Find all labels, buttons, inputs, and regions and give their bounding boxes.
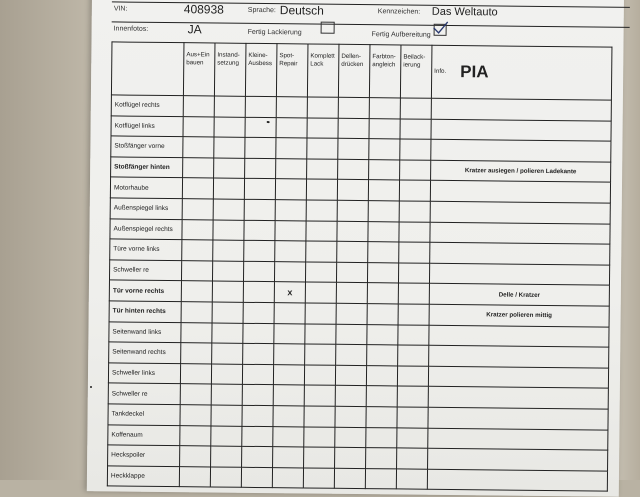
checkmark-icon <box>433 21 449 35</box>
check-cell[interactable] <box>335 447 366 468</box>
check-cell[interactable] <box>211 364 242 385</box>
column-header: Kleine-Ausbess <box>245 43 277 96</box>
check-cell[interactable] <box>182 240 213 261</box>
check-cell[interactable] <box>306 241 337 262</box>
check-cell[interactable] <box>212 343 243 364</box>
check-cell[interactable] <box>367 324 398 345</box>
check-cell[interactable] <box>368 221 399 242</box>
check-cell[interactable] <box>275 179 306 200</box>
check-cell[interactable] <box>274 303 305 324</box>
info-cell[interactable] <box>429 345 609 367</box>
info-cell[interactable] <box>428 366 608 388</box>
row-label: Schweller re <box>108 383 180 404</box>
row-label: Heckspoiler <box>108 445 180 466</box>
check-cell[interactable] <box>304 447 335 468</box>
check-cell[interactable] <box>304 406 335 427</box>
check-cell[interactable] <box>338 118 369 139</box>
check-cell[interactable] <box>397 407 428 428</box>
fertig-aufbereitung-checkbox[interactable] <box>434 24 447 36</box>
info-cell[interactable] <box>430 222 610 244</box>
check-cell[interactable] <box>369 118 400 139</box>
innenfotos-label: Innenfotos: <box>113 25 149 33</box>
check-cell[interactable] <box>304 385 335 406</box>
damage-table <box>107 41 613 492</box>
info-cell[interactable] <box>428 387 608 409</box>
check-cell[interactable] <box>336 324 367 345</box>
kennzeichen-label: Kennzeichen: <box>377 8 421 16</box>
check-cell[interactable] <box>334 468 365 489</box>
check-cell[interactable] <box>335 365 366 386</box>
check-cell[interactable] <box>338 97 369 118</box>
check-cell[interactable] <box>307 97 338 118</box>
check-cell[interactable] <box>398 304 429 325</box>
check-cell[interactable] <box>366 427 397 448</box>
column-header: Instand-setzung <box>214 43 246 96</box>
info-cell[interactable] <box>429 263 609 285</box>
table-header-row <box>111 42 612 100</box>
row-label: Seitenwand links <box>109 321 181 342</box>
check-cell[interactable] <box>180 405 211 426</box>
info-cell[interactable] <box>428 448 608 470</box>
check-cell[interactable] <box>398 345 429 366</box>
check-cell[interactable] <box>400 160 431 181</box>
check-cell[interactable] <box>304 365 335 386</box>
row-label: Stoßfänger hinten <box>111 157 183 178</box>
check-cell[interactable] <box>183 137 214 158</box>
check-cell[interactable] <box>276 117 307 138</box>
row-label: Kotflügel rechts <box>111 95 183 116</box>
check-cell[interactable] <box>273 385 304 406</box>
row-label: Koffenaum <box>108 424 180 445</box>
check-cell[interactable] <box>335 386 366 407</box>
fertig-aufbereitung-label: Fertig Aufbereitung <box>371 31 431 39</box>
check-cell[interactable] <box>244 240 275 261</box>
check-cell[interactable] <box>181 343 212 364</box>
check-cell[interactable] <box>245 117 276 138</box>
check-cell[interactable] <box>181 281 212 302</box>
column-header: Beilack-ierung <box>400 45 432 98</box>
row-label: Außenspiegel rechts <box>110 218 182 239</box>
inspection-sheet <box>87 0 624 497</box>
info-value: PIA <box>460 62 489 82</box>
check-cell[interactable] <box>368 201 399 222</box>
check-cell[interactable] <box>307 138 338 159</box>
sprache-value: Deutsch <box>279 3 324 18</box>
row-label: Tür vorne rechts <box>109 280 181 301</box>
check-cell[interactable] <box>213 199 244 220</box>
check-cell[interactable] <box>274 323 305 344</box>
info-cell[interactable]: Kratzer polieren mittig <box>429 304 609 326</box>
check-cell[interactable] <box>305 344 336 365</box>
table-row <box>107 466 607 492</box>
kennzeichen-value: Das Weltauto <box>431 5 498 19</box>
column-header: Komplett Lack <box>307 44 339 97</box>
row-label: Schweller links <box>108 363 180 384</box>
check-cell[interactable] <box>211 446 242 467</box>
check-cell[interactable] <box>398 283 429 304</box>
check-cell[interactable] <box>244 220 275 241</box>
check-cell[interactable] <box>337 200 368 221</box>
check-cell[interactable] <box>213 240 244 261</box>
check-cell[interactable] <box>307 159 338 180</box>
row-label: Motorhaube <box>110 177 182 198</box>
check-cell[interactable] <box>182 199 213 220</box>
check-cell[interactable] <box>400 139 431 160</box>
check-cell[interactable] <box>399 201 430 222</box>
check-cell[interactable] <box>367 304 398 325</box>
pen-dot <box>267 121 270 123</box>
check-cell[interactable] <box>338 138 369 159</box>
check-cell[interactable] <box>242 364 273 385</box>
check-cell[interactable] <box>306 200 337 221</box>
check-cell[interactable] <box>368 180 399 201</box>
row-label: Tankdeckel <box>108 404 180 425</box>
check-cell[interactable] <box>336 262 367 283</box>
vin-label: VIN: <box>113 5 128 13</box>
check-cell[interactable] <box>336 283 367 304</box>
check-cell[interactable] <box>211 425 242 446</box>
check-cell[interactable] <box>243 323 274 344</box>
info-cell[interactable] <box>430 181 610 203</box>
check-cell[interactable] <box>243 261 274 282</box>
check-cell[interactable] <box>306 221 337 242</box>
fertig-lackierung-label: Fertig Lackierung <box>247 28 302 37</box>
check-cell[interactable] <box>181 322 212 343</box>
check-cell[interactable] <box>400 119 431 140</box>
check-cell[interactable] <box>214 96 245 117</box>
check-cell[interactable] <box>210 467 241 488</box>
check-cell[interactable] <box>212 302 243 323</box>
check-cell[interactable] <box>272 467 303 488</box>
check-cell[interactable] <box>304 426 335 447</box>
info-cell[interactable] <box>430 242 610 264</box>
check-cell[interactable] <box>337 180 368 201</box>
check-cell[interactable] <box>212 281 243 302</box>
label-column-header <box>111 42 184 96</box>
row-label: Heckklappe <box>107 466 179 487</box>
info-cell[interactable]: Delle / Kratzer <box>429 284 609 306</box>
info-cell[interactable] <box>431 119 611 141</box>
check-cell[interactable] <box>275 220 306 241</box>
check-cell[interactable] <box>244 199 275 220</box>
check-cell[interactable] <box>338 159 369 180</box>
column-header: Dellen-drücken <box>338 44 370 97</box>
check-cell[interactable] <box>366 448 397 469</box>
info-cell[interactable] <box>430 201 610 223</box>
row-label: Stoßfänger vorne <box>111 136 183 157</box>
check-cell[interactable] <box>245 158 276 179</box>
check-cell[interactable] <box>214 137 245 158</box>
check-cell[interactable] <box>396 469 427 490</box>
check-cell[interactable] <box>399 222 430 243</box>
check-cell[interactable] <box>336 303 367 324</box>
check-cell[interactable] <box>369 98 400 119</box>
check-cell[interactable] <box>182 178 213 199</box>
check-cell[interactable] <box>367 262 398 283</box>
check-cell[interactable] <box>214 117 245 138</box>
check-cell[interactable] <box>399 242 430 263</box>
info-cell[interactable]: Kratzer ausiegen / polieren Ladekante <box>431 160 611 182</box>
check-cell[interactable] <box>242 446 273 467</box>
check-cell[interactable] <box>398 324 429 345</box>
check-cell[interactable] <box>397 427 428 448</box>
check-cell[interactable] <box>183 96 214 117</box>
check-cell[interactable] <box>336 344 367 365</box>
info-label: Info. <box>434 67 447 75</box>
check-cell[interactable] <box>275 241 306 262</box>
column-header: Farbton-angleich <box>369 45 401 98</box>
info-cell[interactable] <box>431 139 611 161</box>
info-cell[interactable] <box>429 325 609 347</box>
check-cell[interactable] <box>183 157 214 178</box>
check-cell[interactable] <box>399 180 430 201</box>
column-header: Spot-Repair <box>276 44 308 97</box>
check-cell[interactable] <box>335 406 366 427</box>
check-cell[interactable] <box>242 426 273 447</box>
check-cell[interactable] <box>367 283 398 304</box>
check-cell[interactable] <box>306 179 337 200</box>
check-cell[interactable] <box>243 282 274 303</box>
check-cell[interactable] <box>274 261 305 282</box>
check-cell[interactable] <box>211 405 242 426</box>
check-cell[interactable] <box>397 366 428 387</box>
check-cell[interactable] <box>243 343 274 364</box>
mark-cell[interactable]: x <box>274 282 305 303</box>
check-cell[interactable] <box>366 386 397 407</box>
check-cell[interactable] <box>366 365 397 386</box>
check-cell[interactable] <box>213 178 244 199</box>
check-cell[interactable] <box>212 323 243 344</box>
check-cell[interactable] <box>244 179 275 200</box>
check-cell[interactable] <box>245 138 276 159</box>
check-cell[interactable] <box>242 385 273 406</box>
info-cell[interactable] <box>431 98 611 120</box>
check-cell[interactable] <box>180 425 211 446</box>
info-cell[interactable] <box>428 428 608 450</box>
check-cell[interactable] <box>180 363 211 384</box>
check-cell[interactable] <box>273 426 304 447</box>
check-cell[interactable] <box>179 466 210 487</box>
check-cell[interactable] <box>366 407 397 428</box>
check-cell[interactable] <box>213 220 244 241</box>
row-label: Schweller re <box>109 260 181 281</box>
check-cell[interactable] <box>398 263 429 284</box>
check-cell[interactable] <box>182 219 213 240</box>
check-cell[interactable] <box>307 118 338 139</box>
check-cell[interactable] <box>214 158 245 179</box>
check-cell[interactable] <box>273 364 304 385</box>
check-cell[interactable] <box>276 97 307 118</box>
row-label: Kotflügel links <box>111 116 183 137</box>
check-cell[interactable] <box>369 139 400 160</box>
check-cell[interactable] <box>212 261 243 282</box>
check-cell[interactable] <box>241 467 272 488</box>
check-cell[interactable] <box>275 200 306 221</box>
sprache-label: Sprache: <box>247 6 276 15</box>
check-cell[interactable] <box>369 159 400 180</box>
check-cell[interactable] <box>181 260 212 281</box>
check-cell[interactable] <box>183 116 214 137</box>
check-cell[interactable] <box>305 282 336 303</box>
column-header: Aus+Ein bauen <box>183 43 215 96</box>
check-cell[interactable] <box>181 302 212 323</box>
innenfotos-value: JA <box>187 22 202 37</box>
row-label: Türe vorne links <box>110 239 182 260</box>
check-cell[interactable] <box>367 345 398 366</box>
info-cell[interactable] <box>427 469 607 491</box>
check-cell[interactable] <box>397 386 428 407</box>
check-cell[interactable] <box>337 221 368 242</box>
check-cell[interactable] <box>368 242 399 263</box>
check-cell[interactable] <box>273 447 304 468</box>
check-cell[interactable] <box>276 158 307 179</box>
check-cell[interactable] <box>305 303 336 324</box>
check-cell[interactable] <box>303 468 334 489</box>
check-cell[interactable] <box>242 405 273 426</box>
check-cell[interactable] <box>243 302 274 323</box>
check-cell[interactable] <box>180 446 211 467</box>
check-cell[interactable] <box>274 344 305 365</box>
row-label: Seitenwand rechts <box>109 342 181 363</box>
vin-value: 408938 <box>183 2 224 17</box>
check-cell[interactable] <box>305 262 336 283</box>
fertig-lackierung-checkbox[interactable] <box>321 22 335 34</box>
check-cell[interactable] <box>305 323 336 344</box>
check-cell[interactable] <box>273 406 304 427</box>
check-cell[interactable] <box>365 468 396 489</box>
check-cell[interactable] <box>245 96 276 117</box>
speck <box>90 386 92 388</box>
check-cell[interactable] <box>397 448 428 469</box>
info-column-header <box>431 45 612 100</box>
check-cell[interactable] <box>180 384 211 405</box>
check-cell[interactable] <box>276 138 307 159</box>
check-cell[interactable] <box>400 98 431 119</box>
check-cell[interactable] <box>211 384 242 405</box>
info-cell[interactable] <box>428 407 608 429</box>
check-cell[interactable] <box>335 427 366 448</box>
check-cell[interactable] <box>337 241 368 262</box>
row-label: Tür hinten rechts <box>109 301 181 322</box>
row-label: Außenspiegel links <box>110 198 182 219</box>
